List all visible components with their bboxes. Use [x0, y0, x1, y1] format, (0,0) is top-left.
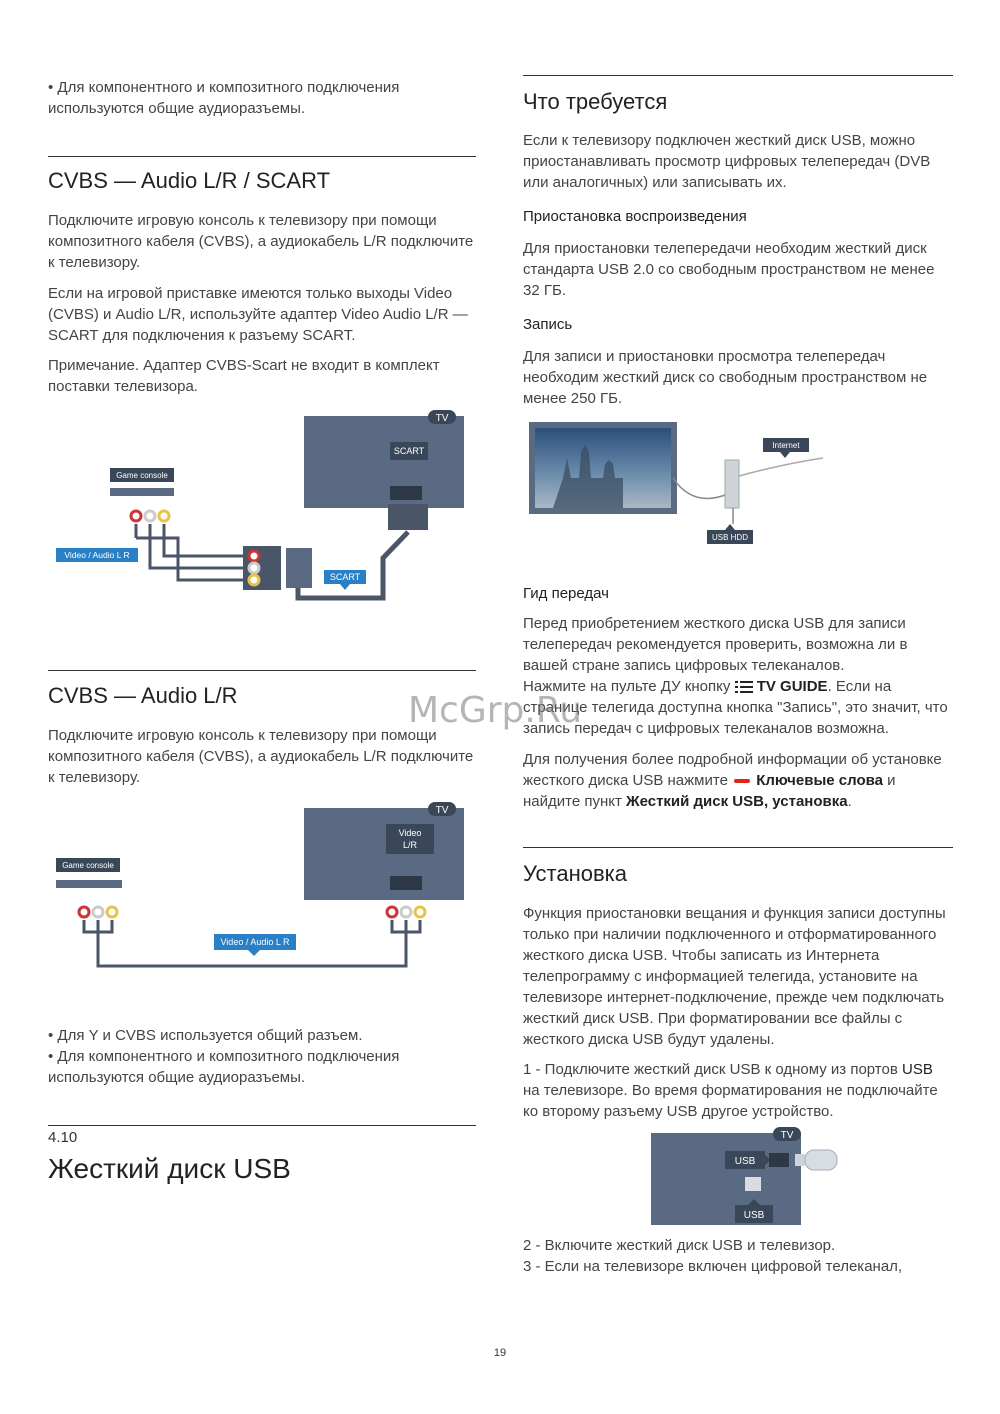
- internet-label: Internet: [772, 441, 800, 450]
- red-key-icon: [734, 779, 750, 783]
- divider: [523, 75, 953, 76]
- usb-label-top: USB: [734, 1156, 756, 1167]
- port-label-video: Video: [398, 828, 422, 838]
- tv-label: TV: [780, 1130, 794, 1141]
- divider: [48, 670, 476, 671]
- key-usb: USB: [901, 1061, 933, 1078]
- key-keywords: Ключевые слова: [756, 772, 883, 789]
- text: .: [847, 793, 852, 810]
- paragraph: Функция приостановки вещания и функция записи доступны только при наличии подключенного и отформатированного жесткого диска USB. Чтобы записать из Интернета телепрограмму с информацией телегида, установите на телевизоре интернет-подключение, прежде чем подключать жесткий диск USB. При форматировании все файлы с жесткого диска USB будут удалены.: [523, 905, 946, 1048]
- section-title-cvbs-scart: CVBS — Audio L/R / SCART: [48, 168, 331, 193]
- usb-hdd-label: USB HDD: [711, 533, 749, 542]
- paragraph: Примечание. Адаптер CVBS-Scart не входит в комплект поставки телевизора.: [48, 357, 440, 395]
- scart-port-label: SCART: [393, 446, 425, 456]
- text: Для получения более подробной информации об установке жесткого диска USB нажмите: [523, 751, 942, 789]
- tv-body: [304, 416, 464, 508]
- usb-label-bottom: USB: [743, 1210, 765, 1221]
- paragraph-keywords: [523, 749, 953, 812]
- watermark: McGrp.Ru: [408, 690, 583, 731]
- cable-tag-label: Video / Audio L R: [220, 937, 290, 947]
- paragraph: Для приостановки телепередачи необходим жесткий диск стандарта USB 2.0 со свободным пространством не менее 32 ГБ.: [523, 240, 935, 299]
- step-1: [523, 1059, 953, 1122]
- key-tv-guide: TV GUIDE: [756, 678, 828, 695]
- text: и найдите пункт: [523, 772, 896, 810]
- text: 1 - Подключите жесткий диск USB к одному из портов: [523, 1061, 902, 1078]
- divider: [48, 1125, 476, 1126]
- step-2: 2 - Включите жесткий диск USB и телевизор.: [523, 1237, 836, 1254]
- divider: [48, 156, 476, 157]
- scart-plug: [388, 504, 428, 530]
- tv-body: [651, 1133, 801, 1225]
- section-title-requirements: Что требуется: [523, 89, 668, 114]
- usb-drive: [805, 1150, 837, 1170]
- usb-port-diagram: [643, 1125, 843, 1230]
- text: на телевизоре. Во время форматирования не подключайте ко второму разъему USB другое устройство.: [523, 1082, 938, 1120]
- cable-tag-label: Video / Audio L R: [64, 550, 130, 560]
- scart-port: [390, 486, 422, 500]
- game-console-label: Game console: [116, 471, 168, 480]
- paragraph: Подключите игровую консоль к телевизору при помощи композитного кабеля (CVBS), а аудиокабель L/R подключите к телевизору.: [48, 212, 474, 271]
- paragraph: Для записи и приостановки просмотра телепередач необходим жесткий диск со свободным пространством не менее 250 ГБ.: [523, 348, 928, 407]
- page-number: 19: [493, 1347, 507, 1359]
- section-title-install: Установка: [523, 861, 627, 886]
- usb-hdd-diagram: [523, 418, 833, 553]
- rca-cables: [136, 524, 243, 580]
- chapter-number: 4.10: [48, 1129, 78, 1146]
- tv-label: TV: [435, 413, 449, 424]
- scart-tag-label: SCART: [329, 572, 361, 582]
- paragraph: Если к телевизору подключен жесткий диск USB, можно приостанавливать просмотр цифровых телепередач (DVB или аналогичных) или записывать их.: [523, 132, 931, 191]
- scart-adapter: [286, 548, 312, 588]
- game-console: [110, 488, 174, 496]
- text: . Если на странице телегида доступна кнопка "Запись", это значит, что запись передач с цифровых телеканалов возможна.: [523, 678, 948, 737]
- subheading-record: Запись: [523, 316, 573, 333]
- cvbs-scart-diagram: [48, 408, 476, 608]
- divider: [523, 847, 953, 848]
- tv-label: TV: [435, 805, 449, 816]
- text: Нажмите на пульте ДУ кнопку: [523, 678, 735, 695]
- chapter-title: Жесткий диск USB: [48, 1153, 291, 1184]
- game-console-label: Game console: [62, 861, 114, 870]
- paragraph: Подключите игровую консоль к телевизору при помощи композитного кабеля (CVBS), а аудиокабель L/R подключите к телевизору.: [48, 727, 474, 786]
- tv-guide-icon: [735, 681, 753, 693]
- paragraph-tv-guide: [523, 676, 953, 739]
- paragraph: Перед приобретением жесткого диска USB для записи телепередач рекомендуется проверить, возможна ли в вашей стране запись цифровых телеканалов.: [523, 615, 908, 674]
- bullet: • Для компонентного и композитного подключения используются общие аудиоразъемы.: [48, 1048, 400, 1086]
- scart-cable: [298, 532, 408, 598]
- usb-port-2: [745, 1177, 761, 1191]
- usb-port-1: [769, 1153, 789, 1167]
- game-console: [56, 880, 122, 888]
- section-title-cvbs: CVBS — Audio L/R: [48, 683, 238, 708]
- subheading-tv-guide: Гид передач: [523, 585, 609, 602]
- intro-bullet: • Для компонентного и композитного подключения используются общие аудиоразъемы.: [48, 79, 400, 117]
- step-3: 3 - Если на телевизоре включен цифровой телеканал,: [523, 1258, 903, 1275]
- cvbs-diagram: [48, 800, 476, 975]
- paragraph: Если на игровой приставке имеются только выходы Video (CVBS) и Audio L/R, используйте адаптер Video Audio L/R — SCART для подключения к разъему SCART.: [48, 285, 468, 344]
- port-label-lr: L/R: [402, 840, 418, 850]
- bullet: • Для Y и CVBS используется общий разъем.: [48, 1027, 363, 1044]
- usb-hdd: [725, 460, 739, 508]
- tv-body: [304, 808, 464, 900]
- subheading-pause: Приостановка воспроизведения: [523, 208, 747, 225]
- keyword-item: Жесткий диск USB, установка: [626, 793, 848, 810]
